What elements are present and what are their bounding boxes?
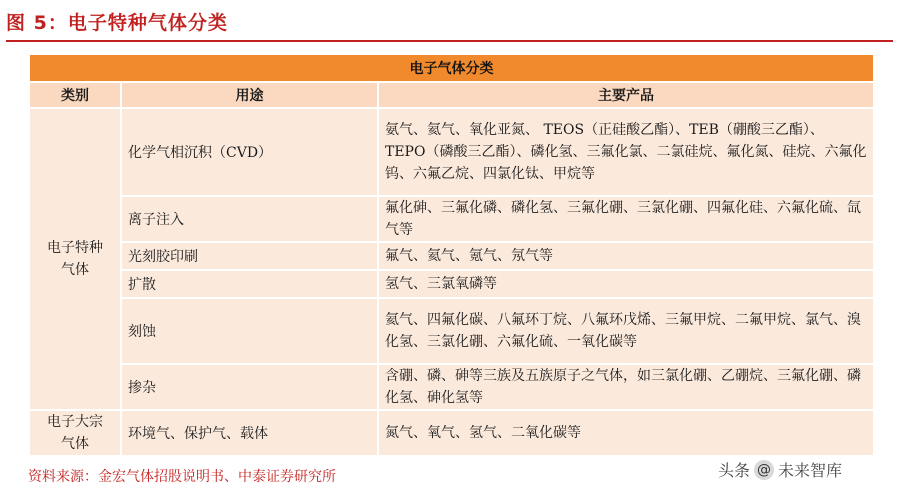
products-cell: 氮气、氧气、氢气、二氧化碳等: [378, 410, 874, 456]
products-cell: 含硼、磷、砷等三族及五族原子之气体，如三氯化硼、乙硼烷、三氟化硼、磷化氢、砷化氢等: [378, 364, 874, 410]
table-row: [29, 196, 874, 242]
category-cell: [29, 410, 121, 456]
gas-classification-table: [28, 53, 875, 457]
at-icon: @: [754, 460, 774, 480]
figure-title: 图 5：电子特种气体分类: [6, 12, 228, 34]
products-cell: 氟气、氦气、氪气、氖气等: [378, 242, 874, 270]
use-cell: 掺杂: [121, 364, 378, 410]
products-cell: 氨气、氦气、氧化亚氮、 TEOS（正硅酸乙酯）、TEB（硼酸三乙酯）、 TEPO（磷酸三乙酯）、磷化氢、三氟化氯、二氯硅烷、氟化氮、硅烷、六氟化钨、六氟乙烷、四氯化钛、甲烷等: [378, 108, 874, 196]
title-divider: [6, 40, 893, 42]
products-cell: 氢气、三氯氧磷等: [378, 270, 874, 298]
table-row: [29, 410, 874, 456]
table-banner: 电子气体分类: [29, 54, 874, 82]
category-cell: [29, 108, 121, 410]
table-header-row: [29, 82, 874, 108]
use-cell: 光刻胶印刷: [121, 242, 378, 270]
products-cell: 氦气、四氟化碳、八氟环丁烷、八氟环戊烯、三氟甲烷、二氟甲烷、氯气、溴化氢、三氯化硼、六氟化硫、一氧化碳等: [378, 298, 874, 364]
watermark-name: 未来智库: [778, 461, 843, 480]
table-row: [29, 108, 874, 196]
use-cell: 化学气相沉积（CVD）: [121, 108, 378, 196]
category-label: 电子特种气体: [47, 240, 103, 278]
table-banner-row: [29, 54, 874, 82]
use-cell: 离子注入: [121, 196, 378, 242]
use-cell: 扩散: [121, 270, 378, 298]
watermark-prefix: 头条: [718, 461, 751, 480]
source-note: 资料来源：金宏气体招股说明书、中泰证券研究所: [28, 469, 336, 485]
category-label: 电子大宗气体: [47, 414, 103, 452]
table-row: [29, 364, 874, 410]
use-cell: 刻蚀: [121, 298, 378, 364]
use-cell: 环境气、保护气、载体: [121, 410, 378, 456]
header-use: 用途: [121, 82, 378, 108]
watermark: [718, 458, 842, 481]
table-row: [29, 298, 874, 364]
header-products: 主要产品: [378, 82, 874, 108]
table-row: [29, 270, 874, 298]
products-cell: 氟化砷、三氟化磷、磷化氢、三氟化硼、三氯化硼、四氟化硅、六氟化硫、氙气等: [378, 196, 874, 242]
table-row: [29, 242, 874, 270]
header-category: 类别: [29, 82, 121, 108]
